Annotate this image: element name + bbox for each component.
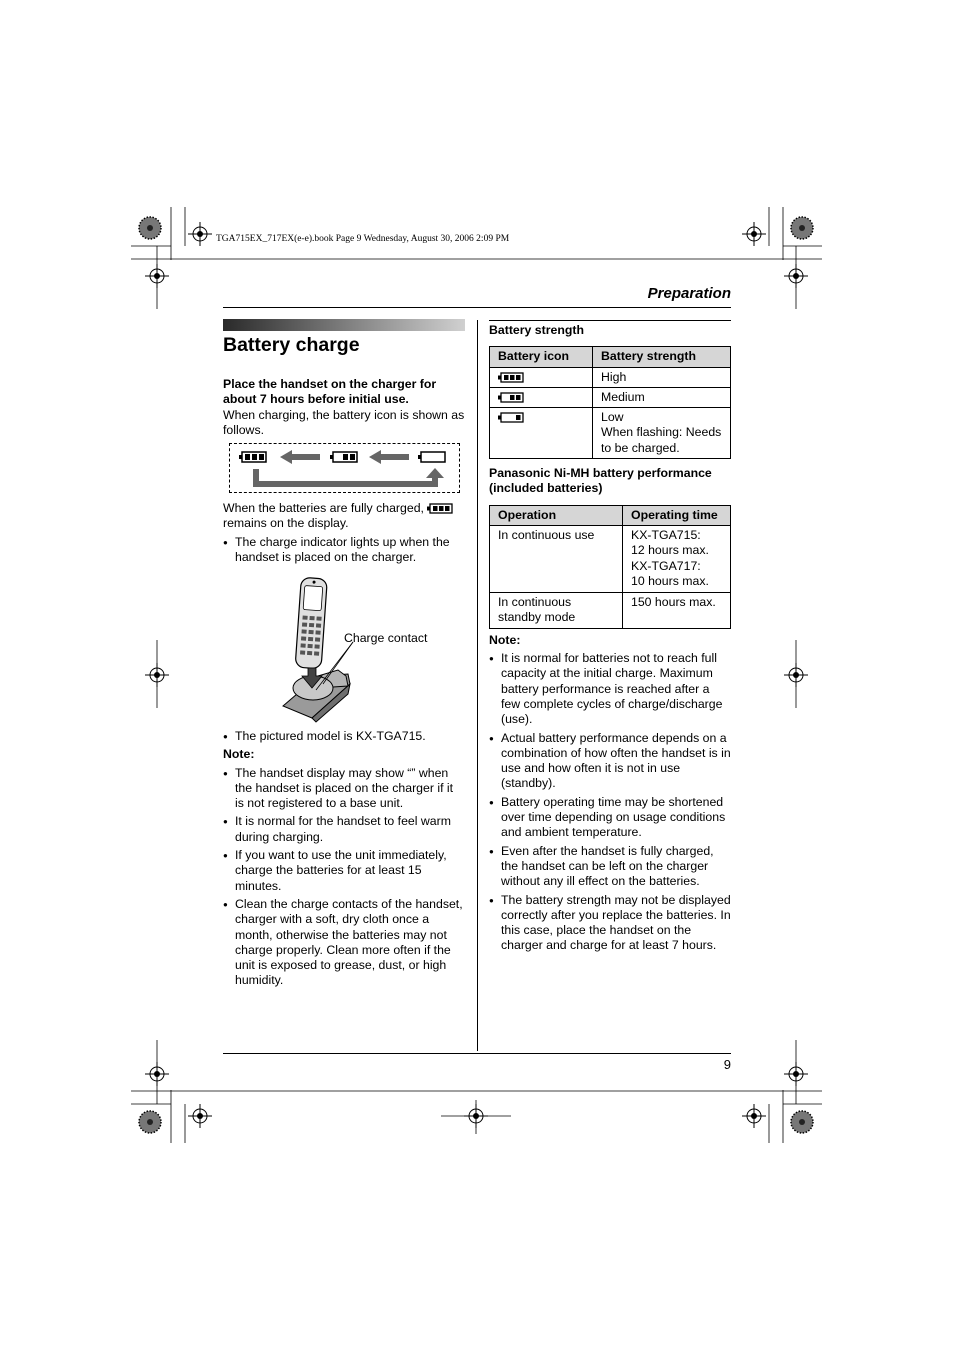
bullet-charge-indicator: ● The charge indicator lights up when the handset is placed on the charger. bbox=[223, 535, 465, 566]
note-item: ● Actual battery performance depends on a combination of how often the handset is in use and how often it is not in use (standby). bbox=[489, 731, 731, 792]
note-label: Note: bbox=[223, 747, 255, 762]
header-rule bbox=[223, 307, 731, 308]
left-column-notes bbox=[223, 729, 465, 992]
page-title: Battery charge bbox=[223, 334, 360, 356]
footer-rule bbox=[223, 1053, 731, 1054]
note-item: ● Clean the charge contacts of the handset, charger with a soft, dry cloth once a month, otherwise the batteries may not charge properly. Clean more often if the unit is exposed to grease, dust, or high humidity. bbox=[223, 897, 465, 989]
table-header: Battery icon bbox=[490, 347, 593, 367]
battery-strength-table bbox=[489, 346, 731, 459]
table-row: High bbox=[490, 367, 731, 387]
performance-table bbox=[489, 505, 731, 629]
charging-diagram bbox=[229, 443, 460, 493]
section-title: Preparation bbox=[647, 285, 731, 302]
intro-text: When charging, the battery icon is shown as follows. bbox=[223, 407, 465, 437]
file-info-header: TGA715EX_717EX(e-e).book Page 9 Wednesday, August 30, 2006 2:09 PM bbox=[216, 234, 510, 244]
left-notes-list bbox=[223, 766, 465, 989]
note-item: ● The handset display may show “” when the handset is placed on the charger if it is not registered to a base unit. bbox=[223, 766, 465, 812]
handset-icon bbox=[295, 577, 327, 669]
performance-title: Panasonic Ni-MH battery performance (included batteries) bbox=[489, 466, 712, 496]
column-divider bbox=[477, 320, 478, 1051]
battery-low-icon bbox=[498, 412, 524, 423]
table-row: In continuous standby mode 150 hours max. bbox=[490, 593, 731, 629]
page-number: 9 bbox=[723, 1057, 731, 1072]
charge-contact-label: Charge contact bbox=[344, 631, 428, 645]
right-column bbox=[489, 323, 731, 957]
note-item: ● If you want to use the unit immediately, charge the batteries for at least 15 minutes. bbox=[223, 848, 465, 894]
battery-full-icon bbox=[427, 503, 453, 514]
note-item: ● Even after the handset is fully charged, the handset can be left on the charger without any ill effect on the batteries. bbox=[489, 844, 731, 890]
table-header: Operating time bbox=[623, 505, 731, 525]
table-row: Medium bbox=[490, 387, 731, 407]
left-column bbox=[223, 333, 465, 438]
intro-bold: Place the handset on the charger for about 7 hours before initial use. bbox=[223, 377, 437, 407]
battery-full-icon bbox=[498, 372, 524, 383]
battery-empty-icon bbox=[418, 452, 445, 462]
right-top-rule bbox=[489, 320, 731, 321]
note-label: Note: bbox=[489, 632, 521, 647]
charging-cycle-svg bbox=[230, 444, 459, 492]
arrow-left-icon bbox=[369, 450, 409, 464]
table-header: Battery strength bbox=[593, 347, 731, 367]
full-charge-text: When the batteries are fully charged, remains on the display. bbox=[223, 501, 465, 532]
note-item: ● It is normal for the handset to feel warm during charging. bbox=[223, 814, 465, 845]
table-row: Low When flashing: Needs to be charged. bbox=[490, 408, 731, 459]
left-column-mid bbox=[223, 501, 465, 568]
bullet-model: ● The pictured model is KX-TGA715. bbox=[223, 729, 465, 744]
battery-full-icon bbox=[239, 452, 266, 462]
table-header: Operation bbox=[490, 505, 623, 525]
handset-illustration bbox=[278, 576, 468, 726]
note-item: ● Battery operating time may be shortened over time depending on usage conditions and ambient temperature. bbox=[489, 795, 731, 841]
title-gradient-bar bbox=[223, 319, 465, 331]
right-notes-list bbox=[489, 651, 731, 954]
note-item: ● It is normal for batteries not to reach full capacity at the initial charge. Maximum battery performance is reached after a few complete cycles of charge/discharge (use). bbox=[489, 651, 731, 727]
arrow-left-icon bbox=[280, 450, 320, 464]
note-item: ● The battery strength may not be displayed correctly after you replace the batteries. In this case, place the handset on the charger and charge for at least 7 hours. bbox=[489, 893, 731, 954]
table-row: In continuous use KX-TGA715: 12 hours max. KX-TGA717: 10 hours max. bbox=[490, 525, 731, 592]
battery-medium-icon bbox=[330, 452, 357, 462]
cycle-return-arrow bbox=[256, 469, 435, 484]
battery-medium-icon bbox=[498, 392, 524, 403]
battery-strength-title: Battery strength bbox=[489, 323, 584, 337]
